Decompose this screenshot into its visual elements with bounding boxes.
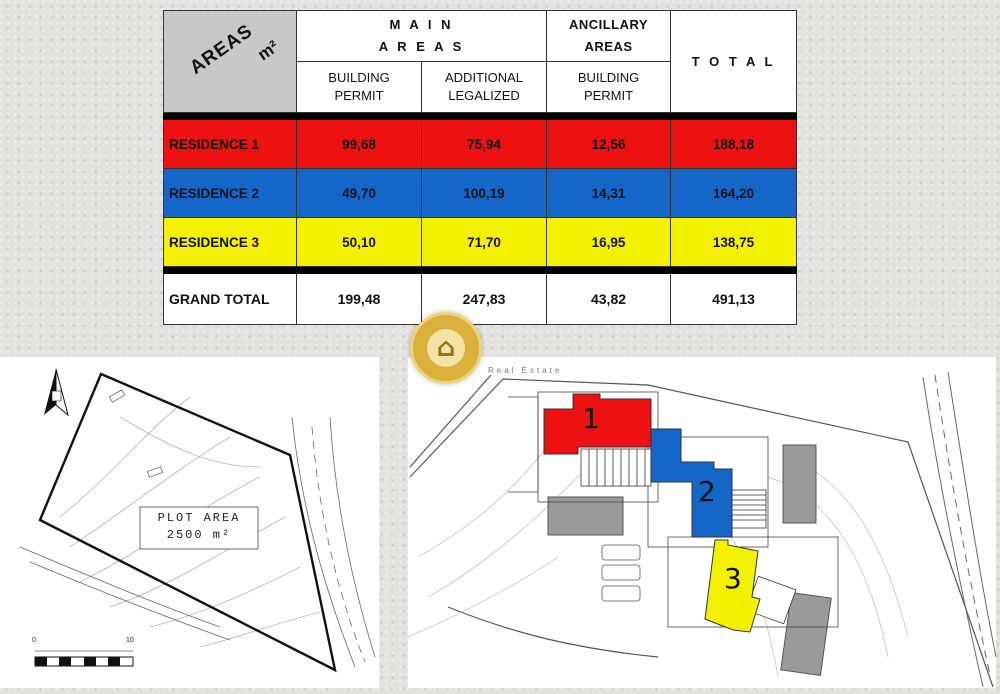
table-row-residence-2 xyxy=(164,169,797,218)
site-plan-panel xyxy=(408,357,996,688)
table-corner-header xyxy=(164,11,297,113)
table-row-residence-3 xyxy=(164,218,797,267)
building-logo-icon: ⌂ xyxy=(410,312,482,384)
road-lines xyxy=(923,372,996,687)
cell: 164,20 xyxy=(671,169,797,218)
unit-label: m² xyxy=(254,36,283,65)
separator xyxy=(164,113,797,120)
cell: 12,56 xyxy=(547,120,671,169)
table-row-grand-total xyxy=(164,274,797,325)
north-arrow-icon xyxy=(44,369,68,415)
pool-2 xyxy=(548,497,623,535)
plot-plan-panel xyxy=(0,357,379,688)
cell: 100,19 xyxy=(422,169,547,218)
total-header: T O T A L xyxy=(671,11,797,113)
residence-2-shape xyxy=(651,429,732,537)
subheader-building-permit: BUILDING PERMIT xyxy=(297,62,422,113)
scale-bar xyxy=(35,651,133,666)
areas-table xyxy=(163,10,797,325)
row-name: RESIDENCE 1 xyxy=(164,120,297,169)
subheader-additional-legalized: ADDITIONAL LEGALIZED xyxy=(422,62,547,113)
residence-1-number: 1 xyxy=(582,402,600,435)
cell: 247,83 xyxy=(422,274,547,325)
cell: 50,10 xyxy=(297,218,422,267)
separator xyxy=(164,267,797,274)
cell: 491,13 xyxy=(671,274,797,325)
site-plan-drawing xyxy=(408,357,996,688)
cell: 138,75 xyxy=(671,218,797,267)
cell: 43,82 xyxy=(547,274,671,325)
cell: 16,95 xyxy=(547,218,671,267)
main-areas-header: M A I N A R E A S xyxy=(297,11,547,62)
parking xyxy=(602,545,640,601)
plot-area-label: PLOT AREA 2500 m² xyxy=(157,511,241,542)
watermark-text: Real Estate xyxy=(484,366,566,375)
pool-1 xyxy=(783,445,816,523)
residence-3-number: 3 xyxy=(724,562,742,595)
cell: 188,18 xyxy=(671,120,797,169)
row-name: RESIDENCE 3 xyxy=(164,218,297,267)
row-name: GRAND TOTAL xyxy=(164,274,297,325)
cell: 71,70 xyxy=(422,218,547,267)
cell: 14,31 xyxy=(547,169,671,218)
scale-end-label: 10 xyxy=(126,637,134,644)
cell: 49,70 xyxy=(297,169,422,218)
areas-label: AREAS xyxy=(186,20,257,79)
table-row-residence-1 xyxy=(164,120,797,169)
scale-start-label: 0 xyxy=(32,637,36,644)
subheader-ancillary-building-permit: BUILDING PERMIT xyxy=(547,62,671,113)
cell: 75,94 xyxy=(422,120,547,169)
residence-2-number: 2 xyxy=(698,475,716,508)
ancillary-areas-header: ANCILLARY AREAS xyxy=(547,11,671,62)
row-name: RESIDENCE 2 xyxy=(164,169,297,218)
cell: 199,48 xyxy=(297,274,422,325)
cell: 99,68 xyxy=(297,120,422,169)
